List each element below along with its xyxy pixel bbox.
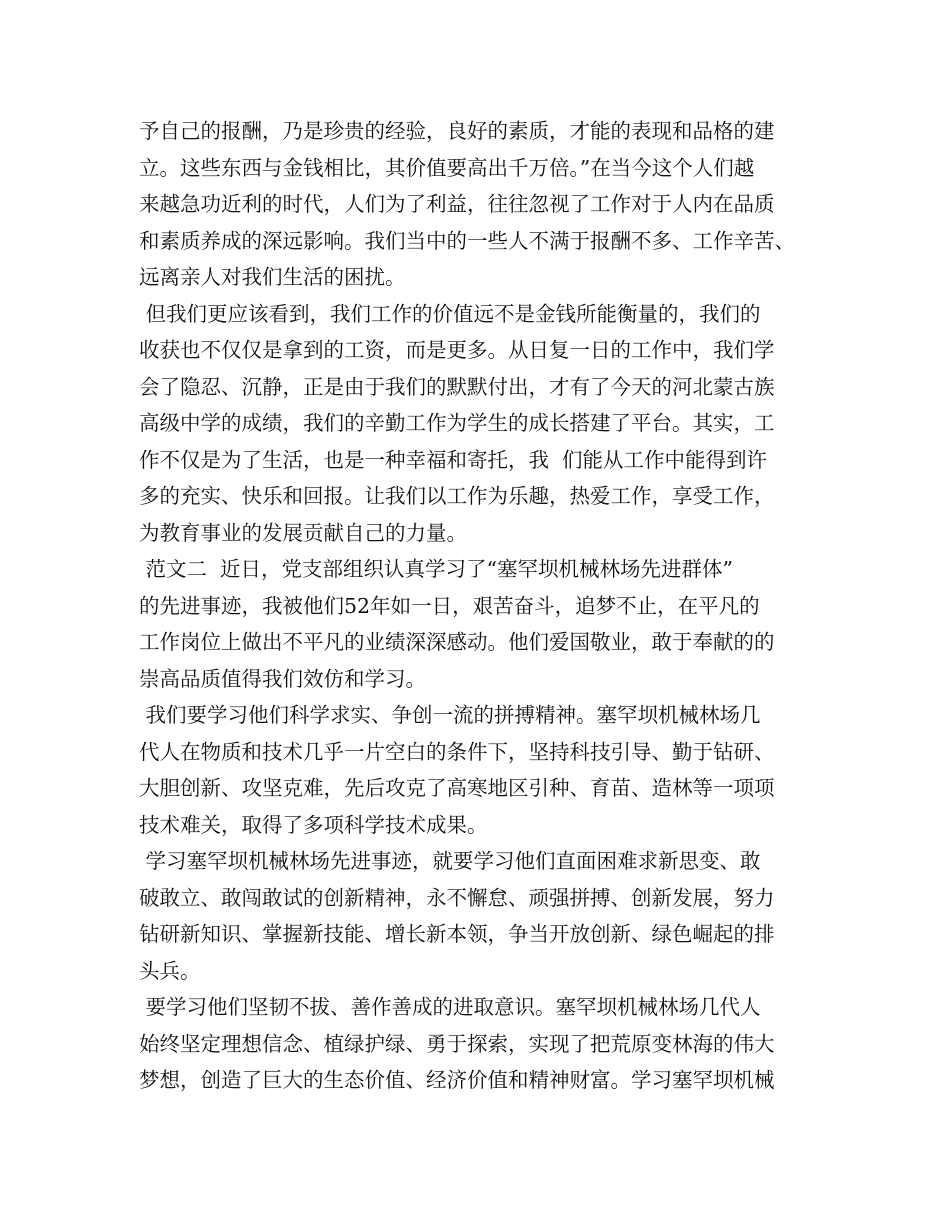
text-line: 崇高品质值得我们效仿和学习。 [139, 666, 426, 691]
text-line: 梦想，创造了巨大的生态价值、经济价值和精神财富。学习塞罕坝机械 [139, 1068, 775, 1092]
text-line: 来越急功近利的时代，人们为了利益，往往忽视了工作对于人内在品质 [139, 192, 775, 216]
text-line: 予自己的报酬，乃是珍贵的经验，良好的素质，才能的表现和品格的建 [139, 119, 775, 143]
text-line: 我们要学习他们科学求实、争创一流的拼搏精神。塞罕坝机械林场几 [139, 703, 761, 727]
text-line: 远离亲人对我们生活的困扰。 [139, 265, 406, 289]
text-line: 钻研新知识、掌握新技能、增长新本领，争当开放创新、绿色崛起的排 [139, 922, 775, 946]
text-line: 始终坚定理想信念、植绿护绿、勇于探索，实现了把荒原变林海的伟大 [139, 1031, 775, 1056]
text-line: 高级中学的成绩，我们的辛勤工作为学生的成长搭建了平台。其实，工 [139, 411, 775, 435]
text-line: 收获也不仅仅是拿到的工资，而是更多。从日复一日的工作中，我们学 [139, 338, 775, 362]
text-line: 头兵。 [139, 958, 201, 983]
text-line: 破敢立、敢闯敢试的创新精神，永不懈怠、顽强拼搏、创新发展，努力 [139, 885, 775, 910]
text-line: 多的充实、快乐和回报。让我们以工作为乐趣，热爱工作，享受工作， [139, 484, 775, 508]
text-line: 和素质养成的深远影响。我们当中的一些人不满于报酬不多、工作辛苦、 [139, 228, 795, 253]
text-line: 作不仅是为了生活，也是一种幸福和寄托，我 们能从工作中能得到许 [139, 447, 768, 472]
text-line: 技术难关，取得了多项科学技术成果。 [139, 812, 488, 837]
text-line: 会了隐忍、沉静，正是由于我们的默默付出，才有了今天的河北蒙古族 [139, 374, 775, 399]
text-line: 要学习他们坚韧不拔、善作善成的进取意识。塞罕坝机械林场几代人 [139, 995, 761, 1019]
text-line: 学习塞罕坝机械林场先进事迹，就要学习他们直面困难求新思变、敢 [139, 849, 761, 873]
text-line: 为教育事业的发展贡献自己的力量。 [139, 520, 467, 545]
text-line: 工作岗位上做出不平凡的业绩深深感动。他们爱国敬业，敢于奉献的的 [139, 630, 775, 654]
text-line: 立。这些东西与金钱相比，其价值要高出千万倍。”在当今这个人们越 [139, 155, 755, 180]
document-body [139, 113, 839, 1099]
text-line: 大胆创新、攻坚克难，先后攻克了高寒地区引种、育苗、造林等一项项 [139, 776, 775, 800]
text-line: 范文二 近日，党支部组织认真学习了“塞罕坝机械林场先进群体” [139, 557, 734, 581]
text-line: 的先进事迹，我被他们52年如一日，艰苦奋斗，追梦不止，在平凡的 [139, 593, 760, 618]
text-line: 但我们更应该看到，我们工作的价值远不是金钱所能衡量的，我们的 [139, 301, 761, 326]
text-line: 代人在物质和技术几乎一片空白的条件下，坚持科技引导、勤于钻研、 [139, 739, 775, 764]
